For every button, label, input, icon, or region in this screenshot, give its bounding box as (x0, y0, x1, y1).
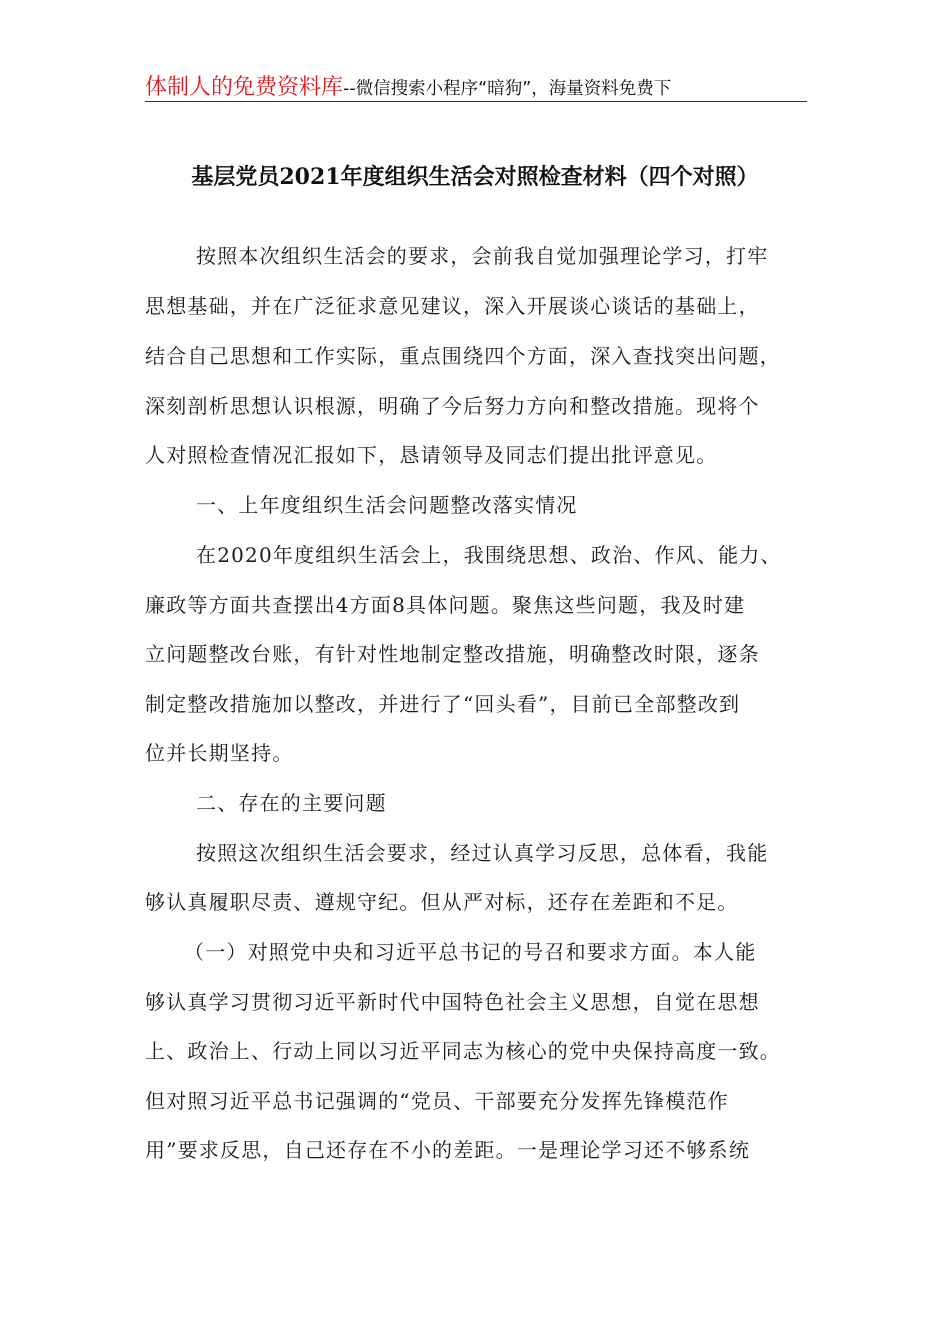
body-line: 结合自己思想和工作实际，重点围绕四个方面，深入查找突出问题， (145, 344, 781, 368)
body-line: 制定整改措施加以整改，并进行了“回头看”，目前已全部整改到 (145, 692, 741, 716)
header-divider (145, 101, 807, 102)
body-line: 立问题整改台账，有针对性地制定整改措施，明确整改时限，逐条 (145, 642, 760, 666)
section-heading-2: 二、存在的主要问题 (196, 791, 387, 815)
body-line: 位并长期坚持。 (145, 741, 294, 765)
body-line: 用”要求反思，自己还存在不小的差距。一是理论学习还不够系统 (145, 1138, 751, 1162)
body-line: 按照这次组织生活会要求，经过认真学习反思，总体看，我能 (196, 841, 769, 865)
document-title: 基层党员2021年度组织生活会对照检查材料（四个对照） (191, 164, 759, 190)
body-line: 但对照习近平总书记强调的“党员、干部要充分发挥先锋模范作 (145, 1089, 729, 1113)
body-line: 思想基础，并在广泛征求意见建议，深入开展谈心谈话的基础上， (145, 294, 760, 318)
header-tagline: --微信搜索小程序“暗狗”，海量资料免费下 (343, 79, 672, 99)
body-line: 按照本次组织生活会的要求，会前我自觉加强理论学习，打牢 (196, 244, 769, 268)
body-line: 廉政等方面共查摆出4方面8具体问题。聚焦这些问题，我及时建 (145, 593, 746, 617)
header-brand: 体制人的免费资料库 (145, 75, 344, 100)
section-heading-1: 一、上年度组织生活会问题整改落实情况 (196, 493, 578, 517)
body-line: 在2020年度组织生活会上，我围绕思想、政治、作风、能力、 (196, 543, 782, 567)
body-line: 够认真履职尽责、遵规守纪。但从严对标，还存在差距和不足。 (145, 890, 739, 914)
subsection-line: （一）对照党中央和习近平总书记的号召和要求方面。本人能 (184, 940, 757, 964)
body-line: 深刻剖析思想认识根源，明确了今后努力方向和整改措施。现将个 (145, 394, 760, 418)
body-line: 人对照检查情况汇报如下，恳请领导及同志们提出批评意见。 (145, 443, 718, 467)
body-line: 够认真学习贯彻习近平新时代中国特色社会主义思想，自觉在思想 (145, 990, 760, 1014)
page-header (145, 70, 807, 100)
body-line: 上、政治上、行动上同以习近平同志为核心的党中央保持高度一致。 (145, 1039, 781, 1063)
